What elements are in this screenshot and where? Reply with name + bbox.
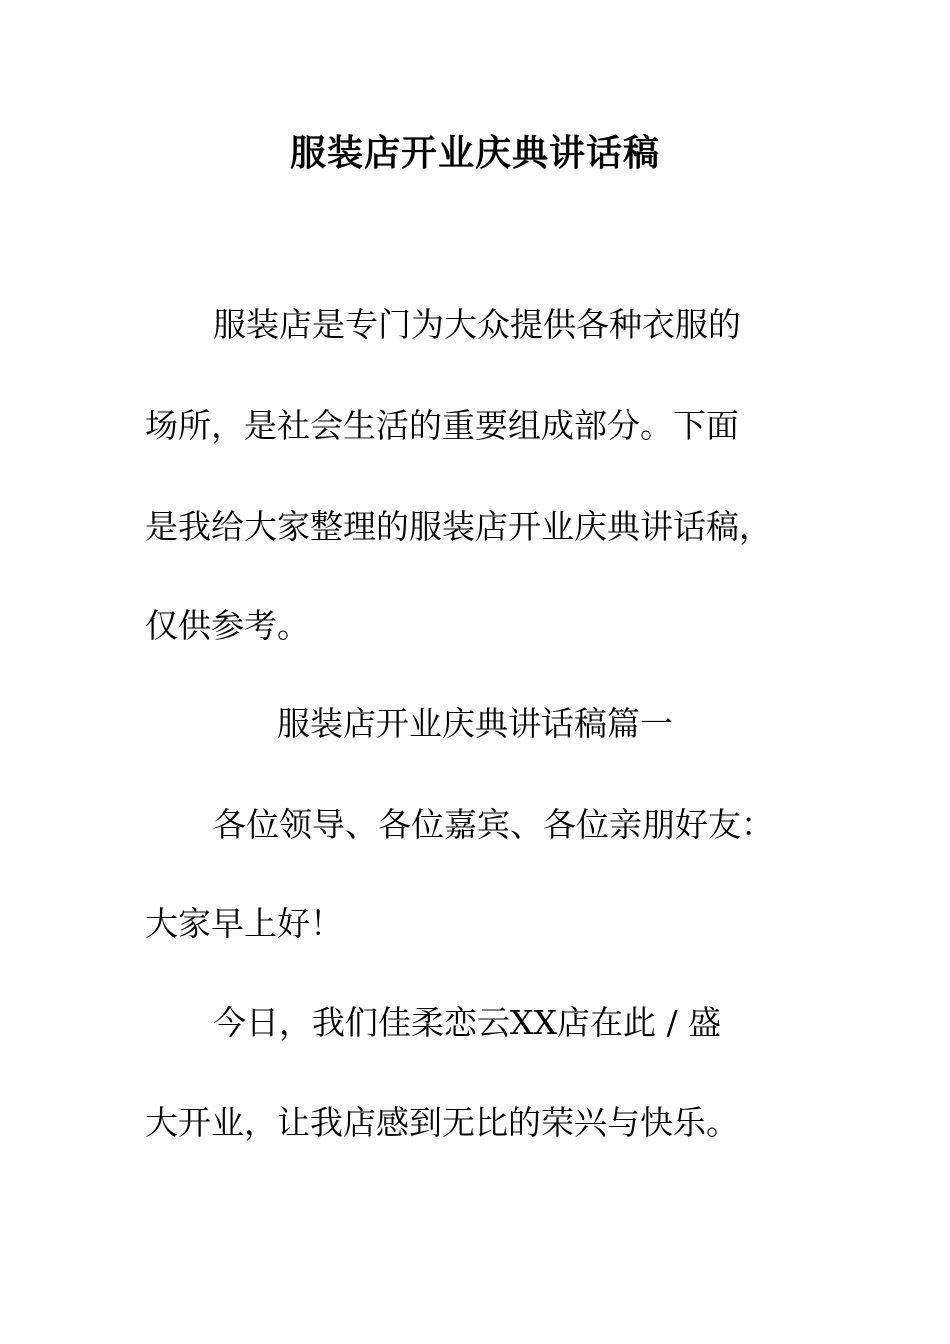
- paragraph-line: 场所，是社会生活的重要组成部分。下面: [145, 406, 739, 445]
- paragraph-line: 仅供参考。: [145, 606, 310, 645]
- paragraph-line: 是我给大家整理的服装店开业庆典讲话稿，: [145, 507, 772, 546]
- paragraph-line: 服装店是专门为大众提供各种衣服的: [213, 305, 741, 344]
- section-heading: 服装店开业庆典讲话稿篇一: [277, 704, 673, 743]
- paragraph-line: 今日，我们佳柔恋云XX店在此 / 盛: [213, 1003, 722, 1042]
- paragraph-line: 大家早上好！: [145, 904, 343, 943]
- document-title: 服装店开业庆典讲话稿: [289, 132, 660, 174]
- paragraph-line: 大开业，让我店感到无比的荣兴与快乐。: [145, 1103, 739, 1142]
- paragraph-line: 各位领导、各位嘉宾、各位亲朋好友：: [213, 805, 774, 844]
